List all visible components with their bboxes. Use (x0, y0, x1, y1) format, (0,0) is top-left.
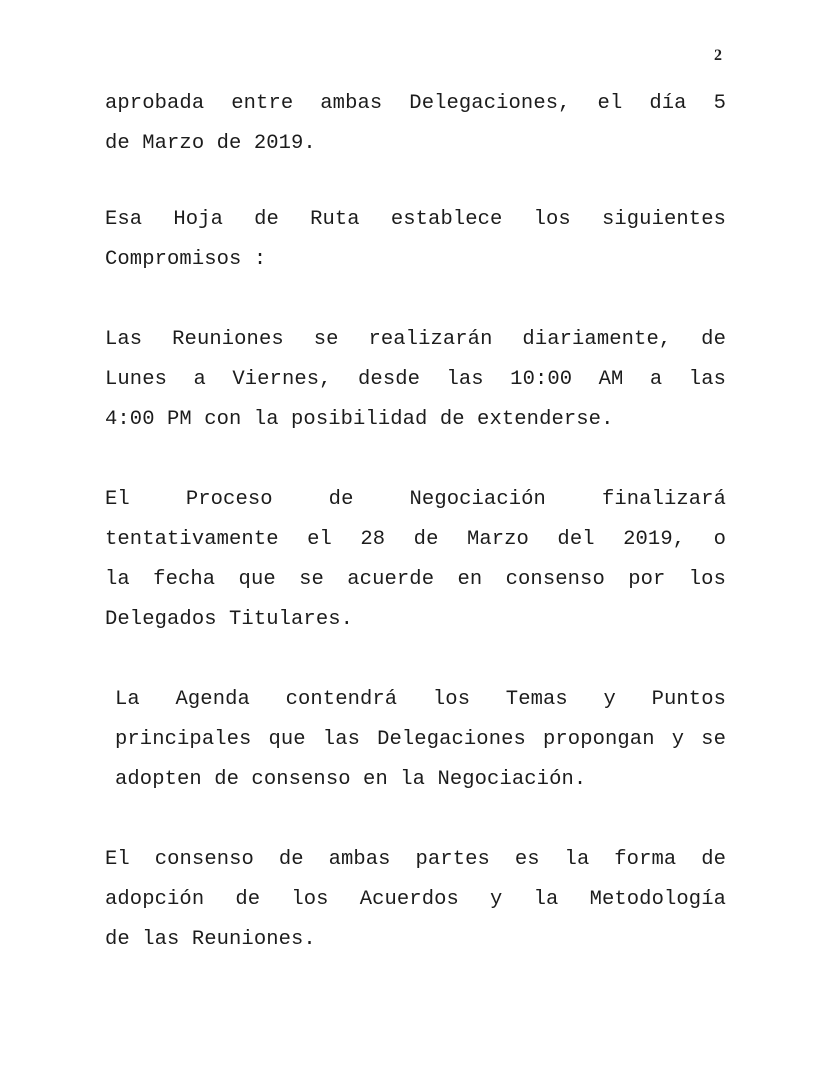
text-line: Compromisos : (105, 248, 267, 271)
paragraph-roadmap-commitments (105, 200, 726, 280)
paragraph-consensus (105, 840, 726, 960)
text-line: de Marzo de 2019. (105, 132, 316, 155)
paragraph-approval-date (105, 84, 726, 164)
paragraph-agenda (115, 680, 726, 800)
text-line: Lunes a Viernes, desde las 10:00 AM a las (105, 368, 726, 391)
text-line: 4:00 PM con la posibilidad de extenderse. (105, 408, 614, 431)
text-line: principales que las Delegaciones propongan y se (115, 728, 726, 751)
text-line: la fecha que se acuerde en consenso por los (105, 568, 726, 591)
page-number: 2 (714, 47, 722, 64)
text-line: El consenso de ambas partes es la forma de (105, 848, 726, 871)
text-line: tentativamente el 28 de Marzo del 2019, o (105, 528, 726, 551)
text-line: adopción de los Acuerdos y la Metodología (105, 888, 726, 911)
text-line: Delegados Titulares. (105, 608, 354, 631)
text-line: El Proceso de Negociación finalizará (105, 488, 726, 511)
text-line: Esa Hoja de Ruta establece los siguientes (105, 208, 726, 231)
text-line: La Agenda contendrá los Temas y Puntos (115, 688, 726, 711)
text-line: adopten de consenso en la Negociación. (115, 768, 587, 791)
text-line: Las Reuniones se realizarán diariamente, de (105, 328, 726, 351)
paragraph-negotiation-end (105, 480, 726, 640)
paragraph-meeting-schedule (105, 320, 726, 440)
text-line: aprobada entre ambas Delegaciones, el día 5 (105, 92, 726, 115)
text-line: de las Reuniones. (105, 928, 316, 951)
